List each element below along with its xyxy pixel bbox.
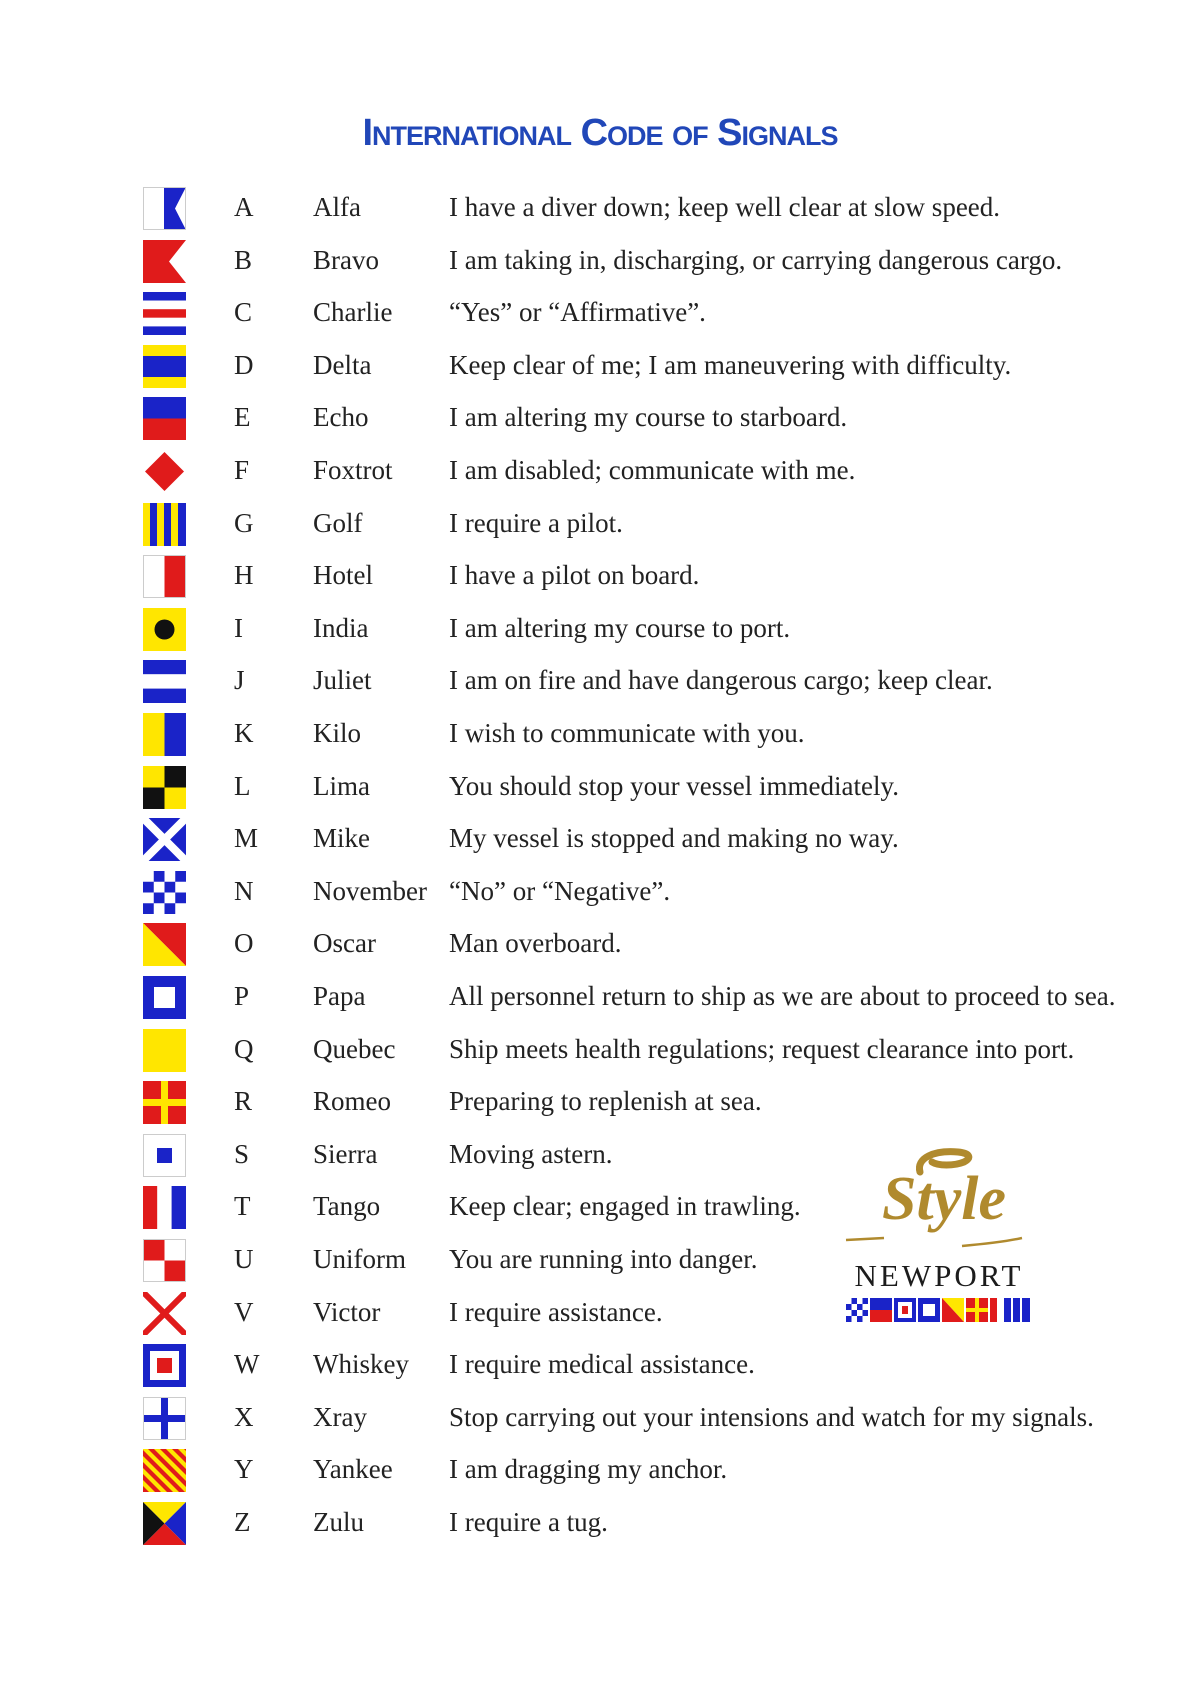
signal-row xyxy=(0,182,1200,234)
page-title: International Code of Signals xyxy=(362,112,838,154)
xray-flag-icon xyxy=(143,1397,186,1440)
signal-row xyxy=(0,1444,1200,1496)
signal-row xyxy=(0,1024,1200,1076)
golf-flag-icon xyxy=(143,503,186,546)
mike-flag-icon xyxy=(143,818,186,861)
signal-letter: V xyxy=(234,1296,254,1327)
signal-word: Lima xyxy=(313,770,370,801)
signal-word: Romeo xyxy=(313,1086,391,1117)
signal-meaning: Man overboard. xyxy=(449,928,622,959)
signal-word: Quebec xyxy=(313,1033,396,1064)
signal-row xyxy=(0,603,1200,655)
signal-meaning: I am taking in, discharging, or carrying dangerous cargo. xyxy=(449,244,1063,275)
signal-word: Whiskey xyxy=(313,1349,409,1380)
signal-meaning: I require medical assistance. xyxy=(449,1349,755,1380)
signal-word: Victor xyxy=(313,1296,381,1327)
signal-row xyxy=(0,1392,1200,1444)
signal-letter: S xyxy=(234,1138,250,1169)
signal-meaning: Ship meets health regulations; request clearance into port. xyxy=(449,1033,1075,1064)
signal-word: Kilo xyxy=(313,718,362,748)
signal-letter: L xyxy=(234,770,251,801)
victor-flag-icon xyxy=(143,1292,186,1335)
signal-letter: B xyxy=(234,244,253,275)
signal-row xyxy=(0,866,1200,918)
alfa-flag-icon xyxy=(143,187,186,230)
hotel-flag-icon xyxy=(143,555,186,598)
signal-meaning: Stop carrying out your intensions and watch for my signals. xyxy=(449,1401,1094,1432)
signal-meaning: Keep clear of me; I am maneuvering with difficulty. xyxy=(449,349,1012,380)
signal-word: Mike xyxy=(313,823,370,854)
signal-letter: J xyxy=(234,665,245,696)
signal-meaning: I am dragging my anchor. xyxy=(449,1454,728,1485)
signal-letter: D xyxy=(234,349,254,380)
logo-flags-strip-icon xyxy=(846,1298,1032,1322)
lima-flag-icon xyxy=(143,766,186,809)
sierra-flag-icon xyxy=(143,1134,186,1177)
zulu-flag-icon xyxy=(143,1502,186,1545)
signal-word: Xray xyxy=(313,1401,367,1432)
signal-word: India xyxy=(313,612,369,643)
signal-word: Oscar xyxy=(313,928,376,959)
signal-letter: P xyxy=(234,981,250,1011)
logo-script-text: Style xyxy=(882,1165,1006,1233)
signal-meaning: I am on fire and have dangerous cargo; keep clear. xyxy=(449,665,993,696)
signal-row xyxy=(0,498,1200,550)
foxtrot-flag-icon xyxy=(143,450,186,493)
signal-letter: W xyxy=(234,1349,260,1380)
signal-meaning: My vessel is stopped and making no way. xyxy=(449,823,899,854)
quebec-flag-icon xyxy=(143,1029,186,1072)
signal-row xyxy=(0,235,1200,287)
india-flag-icon xyxy=(143,608,186,651)
signal-row xyxy=(0,1076,1200,1128)
signal-meaning: I require a pilot. xyxy=(449,507,623,538)
signal-row xyxy=(0,708,1200,760)
signal-letter: Q xyxy=(234,1033,254,1064)
papa-flag-icon xyxy=(143,976,186,1019)
signal-word: Sierra xyxy=(313,1138,378,1169)
signal-letter: T xyxy=(234,1191,251,1222)
style-newport-logo xyxy=(844,1146,1034,1326)
signal-meaning: I require a tug. xyxy=(449,1507,608,1537)
signal-letter: O xyxy=(234,928,254,959)
signal-meaning: “Yes” or “Affirmative”. xyxy=(449,297,706,328)
signal-meaning: I require assistance. xyxy=(449,1296,663,1327)
tango-flag-icon xyxy=(143,1186,186,1229)
logo-name-text: NEWPORT xyxy=(854,1258,1024,1293)
signal-letter: A xyxy=(234,192,254,222)
signal-meaning: I am altering my course to starboard. xyxy=(449,402,848,433)
signal-letter: H xyxy=(234,560,254,591)
signal-meaning: You are running into danger. xyxy=(449,1244,758,1274)
signal-meaning: I wish to communicate with you. xyxy=(449,718,805,748)
uniform-flag-icon xyxy=(143,1239,186,1282)
signal-row xyxy=(0,392,1200,444)
signal-word: Juliet xyxy=(313,665,372,696)
signal-row xyxy=(0,1339,1200,1391)
signal-letter: R xyxy=(234,1086,253,1117)
signal-word: Bravo xyxy=(313,244,379,275)
signal-word: Charlie xyxy=(313,297,393,328)
signal-row xyxy=(0,1497,1200,1549)
logo-underline-icon xyxy=(844,1226,1024,1256)
signal-word: November xyxy=(313,875,427,906)
yankee-flag-icon xyxy=(143,1449,186,1492)
oscar-flag-icon xyxy=(143,923,186,966)
signal-meaning: Keep clear; engaged in trawling. xyxy=(449,1191,801,1222)
signal-word: Golf xyxy=(313,507,363,538)
signal-letter: C xyxy=(234,297,253,328)
charlie-flag-icon xyxy=(143,292,186,335)
signal-row xyxy=(0,813,1200,865)
signal-word: Zulu xyxy=(313,1507,364,1537)
signal-word: Uniform xyxy=(313,1244,406,1274)
signal-word: Tango xyxy=(313,1191,381,1222)
signal-meaning: Moving astern. xyxy=(449,1138,613,1169)
signal-word: Foxtrot xyxy=(313,455,393,485)
signal-row xyxy=(0,340,1200,392)
juliet-flag-icon xyxy=(143,660,186,703)
signal-row xyxy=(0,655,1200,707)
kilo-flag-icon xyxy=(143,713,186,756)
signal-letter: M xyxy=(234,823,259,854)
signal-word: Hotel xyxy=(313,560,373,591)
signal-letter: I xyxy=(234,612,243,643)
bravo-flag-icon xyxy=(143,240,186,283)
echo-flag-icon xyxy=(143,397,186,440)
romeo-flag-icon xyxy=(143,1081,186,1124)
signal-word: Echo xyxy=(313,402,369,433)
signal-letter: U xyxy=(234,1244,254,1274)
signal-letter: N xyxy=(234,875,254,906)
signal-meaning: I have a pilot on board. xyxy=(449,560,700,591)
signal-word: Papa xyxy=(313,981,366,1011)
signal-letter: X xyxy=(234,1401,254,1432)
signal-meaning: Preparing to replenish at sea. xyxy=(449,1086,762,1117)
signal-meaning: You should stop your vessel immediately. xyxy=(449,770,899,801)
signal-letter: E xyxy=(234,402,251,433)
november-flag-icon xyxy=(143,871,186,914)
signal-word: Delta xyxy=(313,349,372,380)
signal-meaning: All personnel return to ship as we are about to proceed to sea. xyxy=(449,981,1116,1011)
delta-flag-icon xyxy=(143,345,186,388)
signal-letter: K xyxy=(234,718,254,748)
signal-letter: Z xyxy=(234,1507,251,1537)
whiskey-flag-icon xyxy=(143,1344,186,1387)
signal-letter: G xyxy=(234,507,254,538)
signal-row xyxy=(0,550,1200,602)
signal-row xyxy=(0,918,1200,970)
signal-row xyxy=(0,445,1200,497)
signal-meaning: I am disabled; communicate with me. xyxy=(449,455,856,485)
signal-meaning: I am altering my course to port. xyxy=(449,612,791,643)
signal-row xyxy=(0,287,1200,339)
signal-letter: Y xyxy=(234,1454,254,1485)
signal-meaning: I have a diver down; keep well clear at slow speed. xyxy=(449,192,1001,222)
signal-word: Yankee xyxy=(313,1454,393,1485)
signal-row xyxy=(0,971,1200,1023)
signal-meaning: “No” or “Negative”. xyxy=(449,875,671,906)
signal-word: Alfa xyxy=(313,192,361,222)
signal-letter: F xyxy=(234,455,250,485)
signal-row xyxy=(0,761,1200,813)
